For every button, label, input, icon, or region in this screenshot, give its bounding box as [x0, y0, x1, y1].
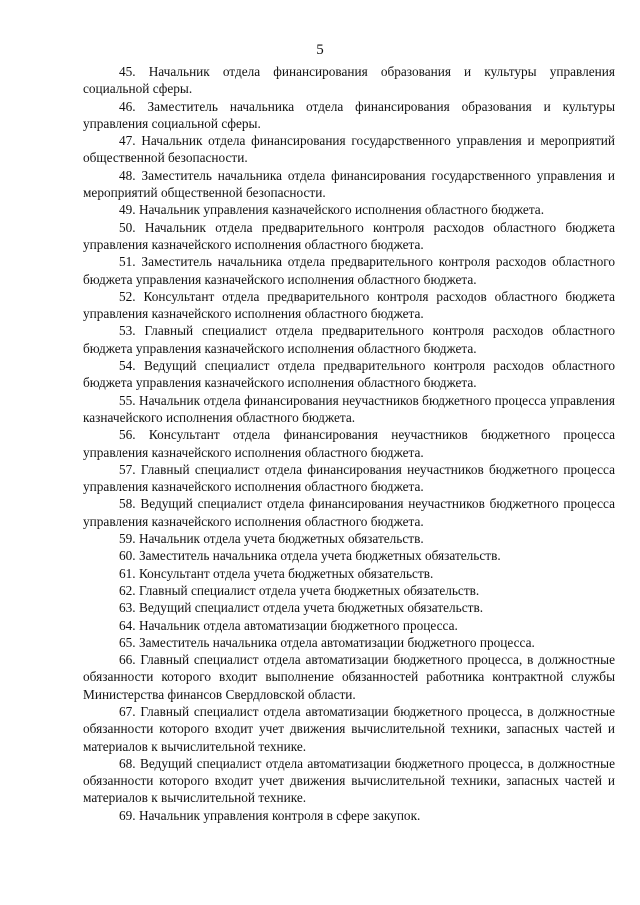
list-item: 69. Начальник управления контроля в сфере закупок. — [119, 807, 421, 823]
list-item: 49. Начальник управления казначейского исполнения областного бюджета. — [119, 202, 545, 218]
list-item: 53. Главный специалист отдела предварительного контроля расходов областного бюджета управления казначейского исполнения областного бюджета. — [83, 323, 615, 356]
list-item: 66. Главный специалист отдела автоматизации бюджетного процесса, в должностные обязанности которого входит выполнение обязанностей работника контрактной службы Министерства финансов Свердловской области. — [83, 652, 615, 702]
list-item: 48. Заместитель начальника отдела финансирования государственного управления и мероприятий общественной безопасности. — [83, 167, 615, 201]
list-item: 62. Главный специалист отдела учета бюджетных обязательств. — [119, 582, 480, 598]
list-item: 65. Заместитель начальника отдела автоматизации бюджетного процесса. — [119, 634, 535, 650]
list-item: 52. Консультант отдела предварительного контроля расходов областного бюджета управления казначейского исполнения областного бюджета. — [83, 288, 615, 322]
list-item: 63. Ведущий специалист отдела учета бюджетных обязательств. — [119, 600, 484, 616]
list-item: 64. Начальник отдела автоматизации бюджетного процесса. — [119, 617, 458, 633]
list-item: 59. Начальник отдела учета бюджетных обязательств. — [119, 531, 424, 547]
position-list — [83, 63, 615, 824]
list-item: 61. Консультант отдела учета бюджетных обязательств. — [119, 565, 434, 581]
list-item: 67. Главный специалист отдела автоматизации бюджетного процесса, в должностные обязанности которого входит учет движения вычислительной техники, запасных частей и материалов к вычислительной технике. — [83, 703, 615, 754]
list-item: 46. Заместитель начальника отдела финансирования образования и культуры управления социальной сферы. — [83, 98, 615, 131]
list-item: 47. Начальник отдела финансирования государственного управления и мероприятий общественной безопасности. — [83, 133, 615, 166]
list-item: 50. Начальник отдела предварительного контроля расходов областного бюджета управления казначейского исполнения областного бюджета. — [83, 219, 615, 252]
list-item: 60. Заместитель начальника отдела учета бюджетных обязательств. — [119, 548, 501, 564]
list-item: 51. Заместитель начальника отдела предварительного контроля расходов областного бюджета управления казначейского исполнения областного бюджета. — [83, 254, 615, 287]
list-item: 54. Ведущий специалист отдела предварительного контроля расходов областного бюджета управления казначейского исполнения областного бюджета. — [83, 358, 615, 391]
list-item: 68. Ведущий специалист отдела автоматизации бюджетного процесса, в должностные обязанности которого входит учет движения вычислительной техники, запасных частей и материалов к вычислительной технике. — [83, 755, 615, 806]
list-item: 57. Главный специалист отдела финансирования неучастников бюджетного процесса управления казначейского исполнения областного бюджета. — [83, 461, 615, 495]
list-item: 56. Консультант отдела финансирования неучастников бюджетного процесса управления казначейского исполнения областного бюджета. — [83, 427, 615, 460]
list-item: 55. Начальник отдела финансирования неучастников бюджетного процесса управления казначейского исполнения областного бюджета. — [83, 392, 615, 425]
page-number: 5 — [316, 42, 324, 58]
list-item: 58. Ведущий специалист отдела финансирования неучастников бюджетного процесса управления казначейского исполнения областного бюджета. — [83, 496, 615, 529]
list-item: 45. Начальник отдела финансирования образования и культуры управления социальной сферы. — [83, 64, 615, 97]
